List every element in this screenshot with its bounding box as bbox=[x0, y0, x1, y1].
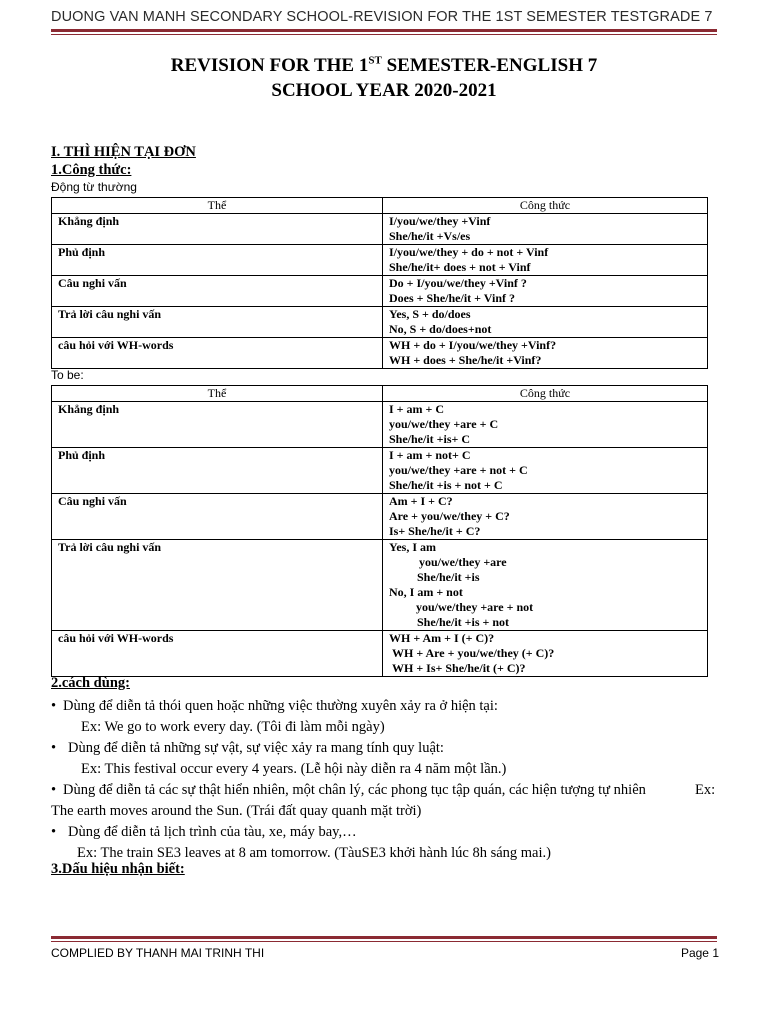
formula-line: Yes, S + do/does bbox=[389, 307, 471, 321]
formula-line: WH + does + She/he/it +Vinf? bbox=[389, 353, 542, 367]
usage-example-2: Ex: This festival occur every 4 years. (Lễ hội này diễn ra 4 năm một lần.) bbox=[81, 761, 507, 777]
formula-line: you/we/they +are + not bbox=[416, 600, 534, 614]
form-cell: Khẳng định bbox=[52, 402, 383, 448]
formula-line: She/he/it +is bbox=[417, 570, 480, 584]
table-row bbox=[52, 338, 708, 369]
signs-heading: 3.Dấu hiệu nhận biết: bbox=[51, 861, 185, 877]
formula-cell bbox=[383, 448, 708, 494]
form-cell: câu hỏi với WH-words bbox=[52, 338, 383, 369]
usage-bullet-2 bbox=[51, 738, 444, 758]
bullet-icon: • bbox=[51, 824, 57, 840]
formula-line: WH + Is+ She/he/it (+ C)? bbox=[392, 661, 526, 675]
column-header-formula: Công thức bbox=[383, 198, 708, 214]
formula-line: you/we/they +are bbox=[419, 555, 507, 569]
formula-line: Am + I + C? bbox=[389, 494, 453, 508]
table-header-row bbox=[52, 386, 708, 402]
formula-line: She/he/it +is + not + C bbox=[389, 478, 503, 492]
formula-line: WH + do + I/you/we/they +Vinf? bbox=[389, 338, 557, 352]
column-header-form: Thể bbox=[52, 386, 383, 402]
formula-line: WH + Am + I (+ C)? bbox=[389, 631, 495, 645]
formula-line: you/we/they +are + C bbox=[389, 417, 499, 431]
usage-example-3: The earth moves around the Sun. (Trái đất quay quanh mặt trời) bbox=[51, 803, 422, 819]
usage-bullet-1 bbox=[51, 696, 498, 716]
table-row bbox=[52, 448, 708, 494]
formula-cell bbox=[383, 245, 708, 276]
table-row bbox=[52, 631, 708, 677]
footer-author: COMPLIED BY THANH MAI TRINH THI bbox=[51, 946, 265, 960]
table-row bbox=[52, 245, 708, 276]
formula-line: Does + She/he/it + Vinf ? bbox=[389, 291, 516, 305]
formula-cell bbox=[383, 402, 708, 448]
to-be-label: To be: bbox=[51, 368, 84, 382]
usage-bullet-4 bbox=[51, 822, 357, 842]
formula-line: She/he/it +is + not bbox=[417, 615, 510, 629]
form-cell: Câu nghi vấn bbox=[52, 276, 383, 307]
page-number: Page 1 bbox=[680, 946, 719, 960]
formula-line: I/you/we/they + do + not + Vinf bbox=[389, 245, 549, 259]
formula-line: WH + Are + you/we/they (+ C)? bbox=[392, 646, 555, 660]
column-header-form: Thể bbox=[52, 198, 383, 214]
footer-rule-thin bbox=[51, 941, 717, 942]
usage-heading: 2.cách dùng: bbox=[51, 675, 130, 691]
header-rule bbox=[51, 29, 717, 32]
form-cell: Khẳng định bbox=[52, 214, 383, 245]
form-cell: Trả lời câu nghi vấn bbox=[52, 307, 383, 338]
formula-subheading: 1.Công thức: bbox=[51, 162, 132, 178]
formula-line: Yes, I am bbox=[389, 540, 436, 554]
usage-example-3-label: Ex: bbox=[695, 782, 716, 798]
formula-cell bbox=[383, 214, 708, 245]
header-rule-thin bbox=[51, 34, 717, 35]
usage-example-1: Ex: We go to work every day. (Tôi đi làm mỗi ngày) bbox=[81, 719, 385, 735]
formula-cell bbox=[383, 494, 708, 540]
usage-example-4: Ex: The train SE3 leaves at 8 am tomorrow. (TàuSE3 khởi hành lúc 8h sáng mai.) bbox=[77, 845, 551, 861]
formula-line: Do + I/you/we/they +Vinf ? bbox=[389, 276, 527, 290]
regular-verb-table bbox=[51, 197, 708, 369]
formula-line: you/we/they +are + not + C bbox=[389, 463, 528, 477]
formula-line: I + am + not+ C bbox=[389, 448, 471, 462]
footer-rule bbox=[51, 936, 717, 939]
form-cell: Trả lời câu nghi vấn bbox=[52, 540, 383, 631]
column-header-formula: Công thức bbox=[383, 386, 708, 402]
form-cell: Câu nghi vấn bbox=[52, 494, 383, 540]
form-cell: Phủ định bbox=[52, 448, 383, 494]
regular-verb-label: Động từ thường bbox=[51, 180, 137, 194]
formula-line: No, I am + not bbox=[389, 585, 463, 599]
formula-line: She/he/it+ does + not + Vinf bbox=[389, 260, 531, 274]
formula-line: Are + you/we/they + C? bbox=[389, 509, 510, 523]
table-row bbox=[52, 307, 708, 338]
formula-line: She/he/it +is+ C bbox=[389, 432, 471, 446]
table-row bbox=[52, 494, 708, 540]
formula-line: I/you/we/they +Vinf bbox=[389, 214, 491, 228]
section1-heading: I. THÌ HIỆN TẠI ĐƠN bbox=[51, 144, 196, 160]
usage-text-1: Dùng để diễn tả thói quen hoặc những việc thường xuyên xảy ra ở hiện tại: bbox=[63, 698, 498, 714]
document-subtitle: SCHOOL YEAR 2020-2021 bbox=[271, 80, 497, 101]
formula-line: Is+ She/he/it + C? bbox=[389, 524, 481, 538]
page-header: DUONG VAN MANH SECONDARY SCHOOL-REVISION FOR THE 1ST SEMESTER TESTGRADE 7 bbox=[51, 9, 713, 25]
form-cell: câu hỏi với WH-words bbox=[52, 631, 383, 677]
formula-line: No, S + do/does+not bbox=[389, 322, 492, 336]
formula-cell bbox=[383, 631, 708, 677]
form-cell: Phủ định bbox=[52, 245, 383, 276]
formula-cell bbox=[383, 307, 708, 338]
formula-line: I + am + C bbox=[389, 402, 445, 416]
bullet-icon: • bbox=[51, 740, 57, 756]
table-header-row bbox=[52, 198, 708, 214]
table-row bbox=[52, 276, 708, 307]
bullet-icon: • bbox=[51, 782, 57, 798]
bullet-icon: • bbox=[51, 698, 57, 714]
table-row bbox=[52, 540, 708, 631]
usage-text-3: Dùng để diễn tả các sự thật hiển nhiên, một chân lý, các phong tục tập quán, các hiện tượng tự nhiên bbox=[63, 782, 646, 798]
formula-cell bbox=[383, 338, 708, 369]
to-be-table bbox=[51, 385, 708, 677]
usage-text-2: Dùng để diễn tả những sự vật, sự việc xảy ra mang tính quy luật: bbox=[68, 740, 444, 756]
formula-cell bbox=[383, 540, 708, 631]
document-title bbox=[0, 55, 768, 77]
formula-line: She/he/it +Vs/es bbox=[389, 229, 471, 243]
usage-text-4: Dùng để diễn tả lịch trình của tàu, xe, máy bay,… bbox=[68, 824, 357, 840]
usage-bullet-3 bbox=[51, 780, 646, 800]
title-part1: REVISION FOR THE 1 bbox=[170, 55, 369, 76]
title-part2: SEMESTER-ENGLISH 7 bbox=[381, 55, 598, 76]
title-superscript: ST bbox=[368, 54, 382, 67]
table-row bbox=[52, 214, 708, 245]
formula-cell bbox=[383, 276, 708, 307]
table-row bbox=[52, 402, 708, 448]
